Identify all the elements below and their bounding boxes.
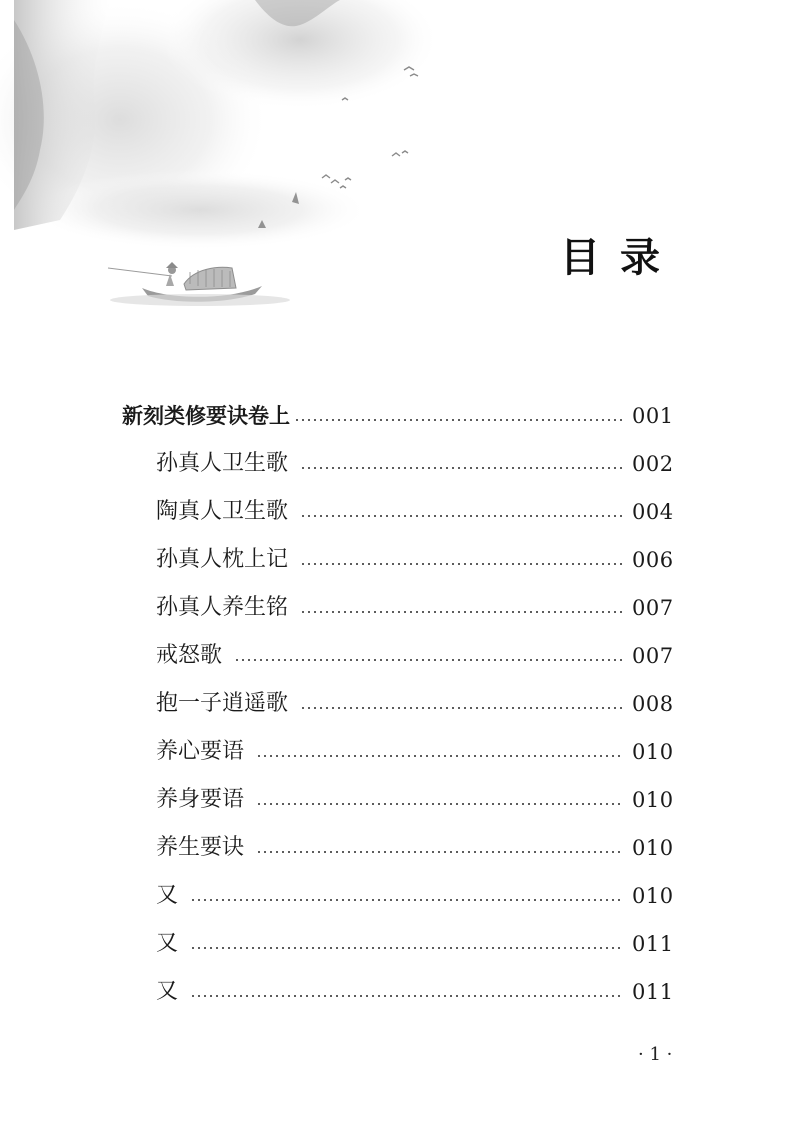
bird bbox=[331, 180, 339, 183]
toc-entry-page-number: 010 bbox=[632, 788, 674, 812]
toc-entry[interactable] bbox=[0, 920, 800, 968]
dot-leader bbox=[300, 707, 624, 709]
toc-entry-page-number: 010 bbox=[632, 884, 674, 908]
toc-entry-title: 又 bbox=[156, 883, 179, 908]
toc-entry[interactable] bbox=[0, 440, 800, 488]
dot-leader bbox=[300, 611, 624, 613]
dot-leader bbox=[256, 803, 624, 805]
dot-leader bbox=[190, 899, 624, 901]
dot-leader bbox=[190, 995, 624, 997]
bird bbox=[345, 178, 351, 180]
toc-entry-page-number: 008 bbox=[632, 692, 674, 716]
toc-entry[interactable] bbox=[0, 872, 800, 920]
dot-leader bbox=[300, 467, 624, 469]
toc-entry-title: 养身要语 bbox=[156, 787, 245, 812]
toc-entry-title: 陶真人卫生歌 bbox=[156, 499, 289, 524]
toc-entry-title: 又 bbox=[156, 979, 179, 1004]
toc-entry-page-number: 001 bbox=[632, 404, 674, 428]
toc-entry[interactable] bbox=[0, 488, 800, 536]
toc-entry-page-number: 010 bbox=[632, 740, 674, 764]
bird bbox=[322, 175, 330, 178]
dot-leader bbox=[234, 659, 624, 661]
dot-leader bbox=[256, 755, 624, 757]
bird bbox=[340, 186, 346, 188]
toc-entry[interactable] bbox=[0, 776, 800, 824]
toc-entry-title: 戒怒歌 bbox=[156, 643, 223, 668]
dot-leader bbox=[294, 419, 624, 421]
toc-entry[interactable] bbox=[0, 632, 800, 680]
toc-entry-page-number: 007 bbox=[632, 596, 674, 620]
toc-entry-title: 抱一子逍遥歌 bbox=[156, 691, 289, 716]
toc-entry-page-number: 006 bbox=[632, 548, 674, 572]
bird bbox=[392, 153, 400, 156]
toc-entry[interactable] bbox=[0, 584, 800, 632]
mist-cloud bbox=[30, 170, 370, 250]
toc-entry-page-number: 004 bbox=[632, 500, 674, 524]
toc-entry-title: 养心要语 bbox=[156, 739, 245, 764]
page-number: · 1 · bbox=[638, 1044, 673, 1065]
toc-entry[interactable] bbox=[0, 536, 800, 584]
dot-leader bbox=[300, 563, 624, 565]
toc-entry-title: 养生要诀 bbox=[156, 835, 245, 860]
dot-leader bbox=[300, 515, 624, 517]
water-reflection bbox=[110, 294, 290, 306]
table-of-contents bbox=[0, 392, 800, 1016]
toc-entry-page-number: 002 bbox=[632, 452, 674, 476]
toc-entry-title: 新刻类修要诀卷上 bbox=[122, 404, 290, 428]
toc-entry-page-number: 011 bbox=[632, 932, 674, 956]
dot-leader bbox=[256, 851, 624, 853]
toc-entry[interactable] bbox=[0, 392, 800, 440]
bird bbox=[402, 151, 408, 153]
toc-entry[interactable] bbox=[0, 968, 800, 1016]
toc-entry-title: 孙真人枕上记 bbox=[156, 547, 289, 572]
toc-entry-page-number: 007 bbox=[632, 644, 674, 668]
toc-entry[interactable] bbox=[0, 680, 800, 728]
toc-entry[interactable] bbox=[0, 728, 800, 776]
toc-entry[interactable] bbox=[0, 824, 800, 872]
dot-leader bbox=[190, 947, 624, 949]
toc-entry-title: 孙真人卫生歌 bbox=[156, 451, 289, 476]
toc-entry-title: 孙真人养生铭 bbox=[156, 595, 289, 620]
toc-entry-title: 又 bbox=[156, 931, 179, 956]
toc-entry-page-number: 010 bbox=[632, 836, 674, 860]
toc-entry-page-number: 011 bbox=[632, 980, 674, 1004]
page-title: 目录 bbox=[560, 235, 680, 281]
